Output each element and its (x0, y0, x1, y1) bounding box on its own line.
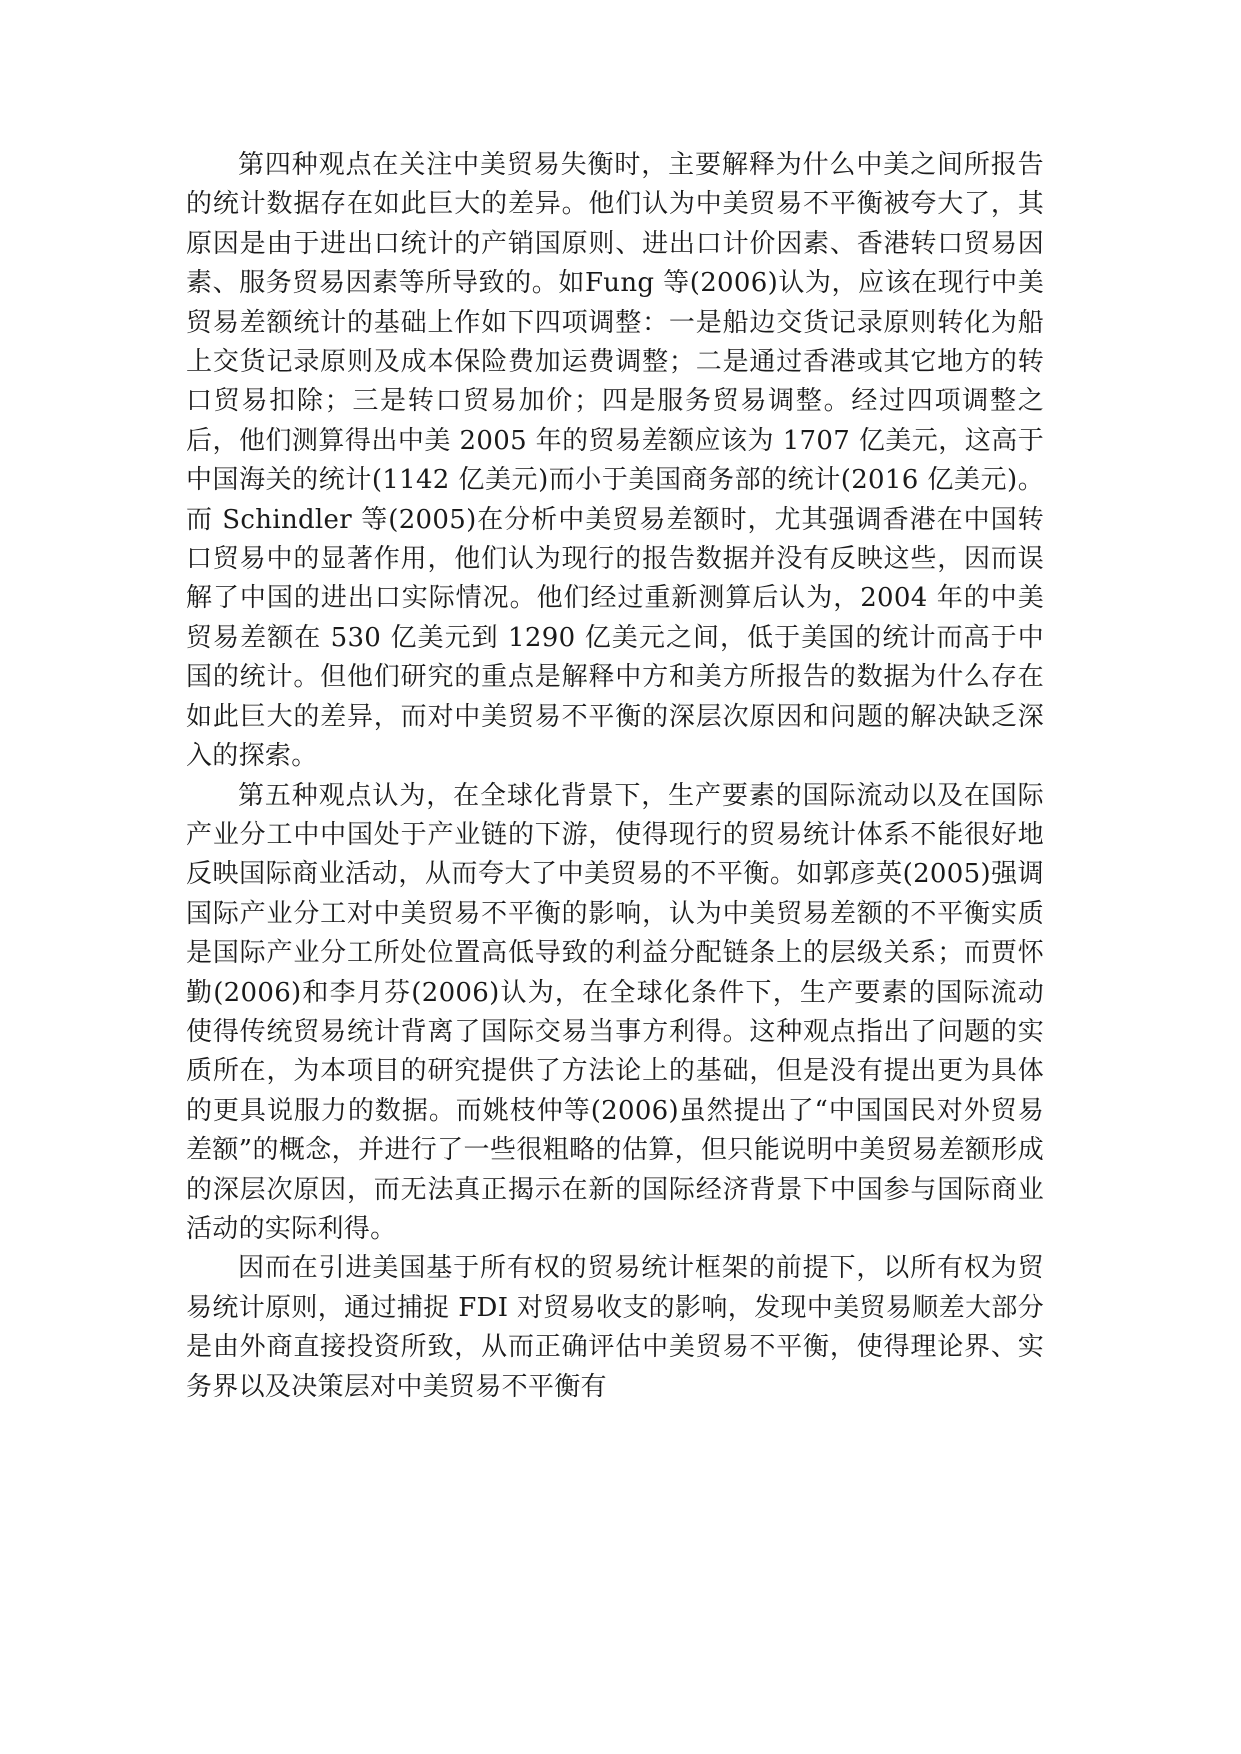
body-text (186, 146, 1044, 1407)
paragraph-fourth-view: 第四种观点在关注中美贸易失衡时，主要解释为什么中美之间所报告的统计数据存在如此巨大的差异。他们认为中美贸易不平衡被夸大了，其原因是由于进出口统计的产销国原则、进出口计价因素、香港转口贸易因素、服务贸易因素等所导致的。如Fung 等(2006)认为，应该在现行中美贸易差额统计的基础上作如下四项调整：一是船边交货记录原则转化为船上交货记录原则及成本保险费加运费调整；二是通过香港或其它地方的转口贸易扣除；三是转口贸易加价；四是服务贸易调整。经过四项调整之后，他们测算得出中美 2005 年的贸易差额应该为 1707 亿美元，这高于中国海关的统计(1142 亿美元)而小于美国商务部的统计(2016 亿美元)。而 Schindler 等(2005)在分析中美贸易差额时，尤其强调香港在中国转口贸易中的显著作用，他们认为现行的报告数据并没有反映这些，因而误解了中国的进出口实际情况。他们经过重新测算后认为，2004 年的中美贸易差额在 530 亿美元到 1290 亿美元之间，低于美国的统计而高于中国的统计。但他们研究的重点是解释中方和美方所报告的数据为什么存在如此巨大的差异，而对中美贸易不平衡的深层次原因和问题的解决缺乏深入的探索。 (186, 150, 1044, 772)
paragraph-conclusion: 因而在引进美国基于所有权的贸易统计框架的前提下，以所有权为贸易统计原则，通过捕捉 FDI 对贸易收支的影响，发现中美贸易顺差大部分是由外商直接投资所致，从而正确评估中美贸易不平衡，使得理论界、实务界以及决策层对中美贸易不平衡有 (186, 1253, 1044, 1402)
paragraph-fifth-view: 第五种观点认为，在全球化背景下，生产要素的国际流动以及在国际产业分工中中国处于产业链的下游，使得现行的贸易统计体系不能很好地反映国际商业活动，从而夸大了中美贸易的不平衡。如郭彦英(2005)强调国际产业分工对中美贸易不平衡的影响，认为中美贸易差额的不平衡实质是国际产业分工所处位置高低导致的利益分配链条上的层级关系；而贾怀勤(2006)和李月芬(2006)认为，在全球化条件下，生产要素的国际流动使得传统贸易统计背离了国际交易当事方利得。这种观点指出了问题的实质所在，为本项目的研究提供了方法论上的基础，但是没有提出更为具体的更具说服力的数据。而姚枝仲等(2006)虽然提出了“中国国民对外贸易差额”的概念，并进行了一些很粗略的估算，但只能说明中美贸易差额形成的深层次原因，而无法真正揭示在新的国际经济背景下中国参与国际商业活动的实际利得。 (186, 780, 1044, 1244)
